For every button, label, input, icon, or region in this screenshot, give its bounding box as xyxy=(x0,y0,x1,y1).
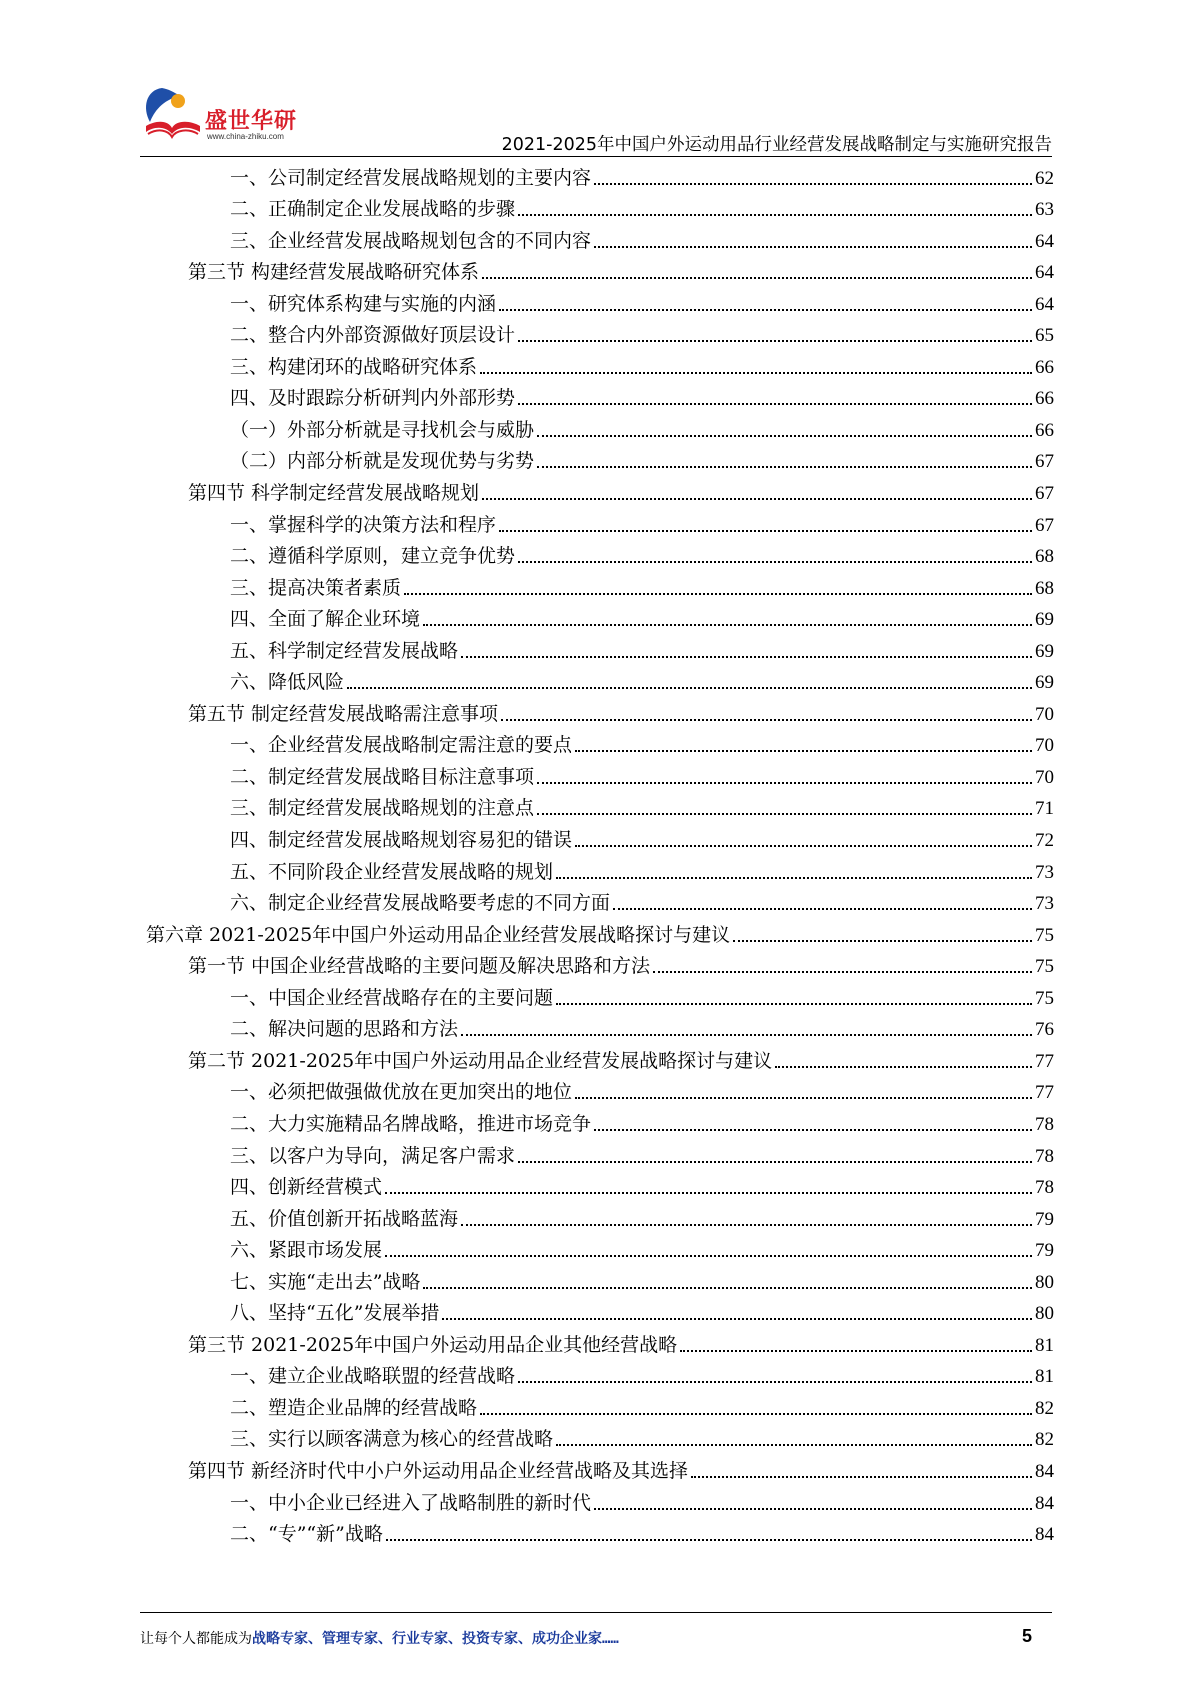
toc-entry[interactable] xyxy=(146,696,1054,728)
toc-dot-leader xyxy=(537,466,1032,468)
toc-entry[interactable] xyxy=(146,1422,1054,1454)
toc-entry[interactable] xyxy=(146,223,1054,255)
toc-entry-page: 64 xyxy=(1035,230,1054,252)
table-of-contents xyxy=(146,160,1054,1548)
toc-entry-page: 81 xyxy=(1035,1366,1054,1388)
report-title: 2021-2025年中国户外运动用品行业经营发展战略制定与实施研究报告 xyxy=(501,135,1052,155)
toc-entry[interactable] xyxy=(146,1517,1054,1549)
toc-entry-page: 65 xyxy=(1035,325,1054,347)
toc-entry[interactable] xyxy=(146,349,1054,381)
toc-entry-page: 70 xyxy=(1035,735,1054,757)
toc-dot-leader xyxy=(423,624,1032,626)
toc-dot-leader xyxy=(518,214,1032,216)
toc-entry-page: 66 xyxy=(1035,419,1054,441)
toc-entry-page: 81 xyxy=(1035,1334,1054,1356)
toc-dot-leader xyxy=(556,1003,1032,1005)
toc-entry[interactable] xyxy=(146,1106,1054,1138)
toc-entry-page: 75 xyxy=(1035,924,1054,946)
toc-entry-title: 一、必须把做强做优放在更加突出的地位 xyxy=(230,1081,573,1104)
toc-entry[interactable] xyxy=(146,917,1054,949)
toc-entry-page: 64 xyxy=(1035,262,1054,284)
toc-entry-page: 66 xyxy=(1035,356,1054,378)
toc-entry-title: 第五节 制定经营发展战略需注意事项 xyxy=(188,702,499,725)
toc-entry[interactable] xyxy=(146,759,1054,791)
toc-dot-leader xyxy=(347,687,1032,689)
toc-dot-leader xyxy=(556,1444,1032,1446)
toc-entry-page: 79 xyxy=(1035,1208,1054,1230)
toc-entry-page: 67 xyxy=(1035,514,1054,536)
toc-dot-leader xyxy=(775,1066,1032,1068)
toc-dot-leader xyxy=(404,593,1032,595)
toc-entry-title: 五、不同阶段企业经营发展战略的规划 xyxy=(230,860,554,883)
slogan-highlight: 战略专家、管理专家、行业专家、投资专家、成功企业家…… xyxy=(252,1631,619,1647)
toc-entry[interactable] xyxy=(146,539,1054,571)
toc-entry-page: 75 xyxy=(1035,956,1054,978)
toc-dot-leader xyxy=(594,1508,1032,1510)
toc-dot-leader xyxy=(518,1381,1032,1383)
page-footer xyxy=(140,1628,1052,1652)
toc-entry-title: 三、实行以顾客满意为核心的经营战略 xyxy=(230,1428,554,1451)
toc-entry[interactable] xyxy=(146,318,1054,350)
toc-entry-title: 三、企业经营发展战略规划包含的不同内容 xyxy=(230,229,592,252)
toc-entry-title: 三、制定经营发展战略规划的注意点 xyxy=(230,797,535,820)
toc-dot-leader xyxy=(385,1255,1032,1257)
toc-dot-leader xyxy=(537,813,1032,815)
toc-dot-leader xyxy=(653,971,1032,973)
toc-entry[interactable] xyxy=(146,1012,1054,1044)
toc-entry-title: 二、大力实施精品名牌战略，推进市场竞争 xyxy=(230,1112,592,1135)
toc-entry-page: 84 xyxy=(1035,1524,1054,1546)
toc-entry[interactable] xyxy=(146,980,1054,1012)
toc-entry[interactable] xyxy=(146,160,1054,192)
toc-entry[interactable] xyxy=(146,1138,1054,1170)
toc-entry-title: 第三节 2021-2025年中国户外运动用品企业其他经营战略 xyxy=(188,1333,678,1356)
company-logo xyxy=(140,82,320,144)
toc-dot-leader xyxy=(594,246,1032,248)
toc-entry-page: 77 xyxy=(1035,1082,1054,1104)
toc-entry-title: 第六章 2021-2025年中国户外运动用品企业经营发展战略探讨与建议 xyxy=(146,923,731,946)
logo-url: www.china-zhiku.com xyxy=(207,132,284,141)
toc-dot-leader xyxy=(575,750,1032,752)
toc-entry-page: 84 xyxy=(1035,1460,1054,1482)
toc-entry-page: 77 xyxy=(1035,1050,1054,1072)
toc-entry[interactable] xyxy=(146,886,1054,918)
toc-entry[interactable] xyxy=(146,507,1054,539)
toc-entry[interactable] xyxy=(146,791,1054,823)
toc-entry-title: 二、制定经营发展战略目标注意事项 xyxy=(230,765,535,788)
toc-entry[interactable] xyxy=(146,728,1054,760)
logo-name: 盛世华研 xyxy=(205,109,298,134)
toc-entry-title: 八、坚持“五化”发展举措 xyxy=(230,1302,440,1325)
toc-dot-leader xyxy=(733,940,1032,942)
toc-entry-title: 二、塑造企业品牌的经营战略 xyxy=(230,1396,478,1419)
toc-entry-page: 80 xyxy=(1035,1303,1054,1325)
toc-entry-title: 二、整合内外部资源做好顶层设计 xyxy=(230,324,516,347)
toc-dot-leader xyxy=(386,1539,1032,1541)
toc-dot-leader xyxy=(575,1097,1032,1099)
toc-entry-title: 五、价值创新开拓战略蓝海 xyxy=(230,1207,459,1230)
toc-dot-leader xyxy=(518,1161,1032,1163)
toc-entry[interactable] xyxy=(146,949,1054,981)
toc-entry[interactable] xyxy=(146,475,1054,507)
toc-entry-title: 第二节 2021-2025年中国户外运动用品企业经营发展战略探讨与建议 xyxy=(188,1049,773,1072)
toc-entry-title: 七、实施“走出去”战略 xyxy=(230,1270,421,1293)
toc-dot-leader xyxy=(501,719,1032,721)
toc-entry[interactable] xyxy=(146,602,1054,634)
toc-entry[interactable] xyxy=(146,1359,1054,1391)
toc-entry-title: 一、建立企业战略联盟的经营战略 xyxy=(230,1365,516,1388)
toc-entry-page: 84 xyxy=(1035,1492,1054,1514)
toc-entry-page: 75 xyxy=(1035,987,1054,1009)
toc-entry-page: 82 xyxy=(1035,1429,1054,1451)
toc-entry[interactable] xyxy=(146,1453,1054,1485)
toc-entry-page: 64 xyxy=(1035,293,1054,315)
toc-dot-leader xyxy=(594,1129,1032,1131)
toc-entry-title: 四、全面了解企业环境 xyxy=(230,608,421,631)
toc-dot-leader xyxy=(461,656,1032,658)
toc-entry-title: 一、中国企业经营战略存在的主要问题 xyxy=(230,986,554,1009)
toc-dot-leader xyxy=(461,1034,1032,1036)
toc-entry-page: 79 xyxy=(1035,1240,1054,1262)
toc-entry-title: 一、研究体系构建与实施的内涵 xyxy=(230,292,497,315)
toc-entry[interactable] xyxy=(146,854,1054,886)
toc-entry-page: 78 xyxy=(1035,1145,1054,1167)
toc-dot-leader xyxy=(499,309,1032,311)
toc-entry[interactable] xyxy=(146,1233,1054,1265)
toc-entry-title: 六、降低风险 xyxy=(230,671,345,694)
toc-dot-leader xyxy=(385,1192,1032,1194)
toc-entry-page: 72 xyxy=(1035,830,1054,852)
toc-dot-leader xyxy=(461,1224,1032,1226)
toc-entry[interactable] xyxy=(146,1264,1054,1296)
toc-entry-page: 68 xyxy=(1035,546,1054,568)
toc-entry-page: 78 xyxy=(1035,1177,1054,1199)
toc-entry-title: 四、制定经营发展战略规划容易犯的错误 xyxy=(230,829,573,852)
toc-entry[interactable] xyxy=(146,444,1054,476)
toc-entry[interactable] xyxy=(146,1296,1054,1328)
toc-entry-title: 二、正确制定企业发展战略的步骤 xyxy=(230,198,516,221)
toc-dot-leader xyxy=(482,277,1032,279)
toc-entry-page: 69 xyxy=(1035,609,1054,631)
toc-entry-title: 一、企业经营发展战略制定需注意的要点 xyxy=(230,734,573,757)
toc-dot-leader xyxy=(680,1350,1032,1352)
toc-entry-page: 78 xyxy=(1035,1113,1054,1135)
toc-entry[interactable] xyxy=(146,665,1054,697)
toc-entry-title: 四、及时跟踪分析研判内外部形势 xyxy=(230,387,516,410)
toc-dot-leader xyxy=(594,183,1032,185)
toc-entry-title: 六、制定企业经营发展战略要考虑的不同方面 xyxy=(230,892,611,915)
toc-dot-leader xyxy=(518,403,1032,405)
toc-entry[interactable] xyxy=(146,412,1054,444)
toc-entry-title: 第四节 新经济时代中小户外运动用品企业经营战略及其选择 xyxy=(188,1459,689,1482)
page-number: 5 xyxy=(1021,1626,1032,1646)
toc-dot-leader xyxy=(556,877,1032,879)
toc-entry-title: 二、“专”“新”战略 xyxy=(230,1523,383,1546)
toc-entry-page: 69 xyxy=(1035,672,1054,694)
page-header xyxy=(140,82,1052,157)
toc-entry[interactable] xyxy=(146,286,1054,318)
toc-entry-page: 82 xyxy=(1035,1397,1054,1419)
footer-slogan xyxy=(140,1628,619,1648)
toc-entry-title: 第一节 中国企业经营战略的主要问题及解决思路和方法 xyxy=(188,955,651,978)
toc-entry[interactable] xyxy=(146,1201,1054,1233)
toc-dot-leader xyxy=(442,1318,1032,1320)
toc-entry[interactable] xyxy=(146,633,1054,665)
toc-dot-leader xyxy=(518,561,1032,563)
toc-entry-page: 80 xyxy=(1035,1271,1054,1293)
toc-entry-page: 67 xyxy=(1035,451,1054,473)
toc-entry-title: 三、以客户为导向，满足客户需求 xyxy=(230,1144,516,1167)
toc-entry-page: 69 xyxy=(1035,640,1054,662)
toc-dot-leader xyxy=(423,1287,1032,1289)
toc-entry-title: 二、遵循科学原则，建立竞争优势 xyxy=(230,545,516,568)
toc-entry-title: 四、创新经营模式 xyxy=(230,1176,383,1199)
toc-entry-title: 五、科学制定经营发展战略 xyxy=(230,639,459,662)
toc-entry-page: 71 xyxy=(1035,798,1054,820)
slogan-prefix: 让每个人都能成为 xyxy=(140,1631,252,1647)
toc-entry-title: 第四节 科学制定经营发展战略规划 xyxy=(188,482,480,505)
toc-entry-page: 62 xyxy=(1035,167,1054,189)
toc-entry[interactable] xyxy=(146,255,1054,287)
toc-entry-title: 一、中小企业已经进入了战略制胜的新时代 xyxy=(230,1491,592,1514)
toc-dot-leader xyxy=(575,845,1032,847)
toc-entry[interactable] xyxy=(146,192,1054,224)
toc-dot-leader xyxy=(518,340,1032,342)
toc-dot-leader xyxy=(537,782,1032,784)
toc-dot-leader xyxy=(480,372,1032,374)
toc-entry-title: 第三节 构建经营发展战略研究体系 xyxy=(188,261,480,284)
toc-entry[interactable] xyxy=(146,1043,1054,1075)
toc-entry-page: 63 xyxy=(1035,199,1054,221)
toc-entry-title: 二、解决问题的思路和方法 xyxy=(230,1018,459,1041)
toc-entry[interactable] xyxy=(146,1170,1054,1202)
toc-entry[interactable] xyxy=(146,1485,1054,1517)
toc-entry[interactable] xyxy=(146,381,1054,413)
toc-entry-title: 一、掌握科学的决策方法和程序 xyxy=(230,513,497,536)
toc-entry-page: 76 xyxy=(1035,1019,1054,1041)
toc-dot-leader xyxy=(482,498,1032,500)
toc-entry-page: 73 xyxy=(1035,861,1054,883)
toc-dot-leader xyxy=(480,1413,1032,1415)
toc-entry-page: 67 xyxy=(1035,483,1054,505)
toc-entry-page: 73 xyxy=(1035,893,1054,915)
toc-entry-title: 三、提高决策者素质 xyxy=(230,576,402,599)
toc-entry-title: 六、紧跟市场发展 xyxy=(230,1239,383,1262)
toc-dot-leader xyxy=(613,908,1032,910)
toc-entry-page: 66 xyxy=(1035,388,1054,410)
toc-entry-title: 三、构建闭环的战略研究体系 xyxy=(230,355,478,378)
toc-entry[interactable] xyxy=(146,570,1054,602)
toc-entry-page: 70 xyxy=(1035,766,1054,788)
toc-entry[interactable] xyxy=(146,1390,1054,1422)
toc-entry-title: （二）内部分析就是发现优势与劣势 xyxy=(230,450,535,473)
toc-entry[interactable] xyxy=(146,822,1054,854)
header-divider xyxy=(140,156,1052,157)
toc-entry[interactable] xyxy=(146,1327,1054,1359)
toc-entry-page: 68 xyxy=(1035,577,1054,599)
logo-book-icon xyxy=(140,82,204,144)
toc-dot-leader xyxy=(537,435,1032,437)
toc-entry-title: 一、公司制定经营发展战略规划的主要内容 xyxy=(230,166,592,189)
toc-entry[interactable] xyxy=(146,1075,1054,1107)
footer-divider xyxy=(140,1612,1052,1613)
toc-dot-leader xyxy=(691,1476,1032,1478)
toc-entry-title: （一）外部分析就是寻找机会与威胁 xyxy=(230,418,535,441)
toc-entry-page: 70 xyxy=(1035,703,1054,725)
toc-dot-leader xyxy=(499,530,1032,532)
